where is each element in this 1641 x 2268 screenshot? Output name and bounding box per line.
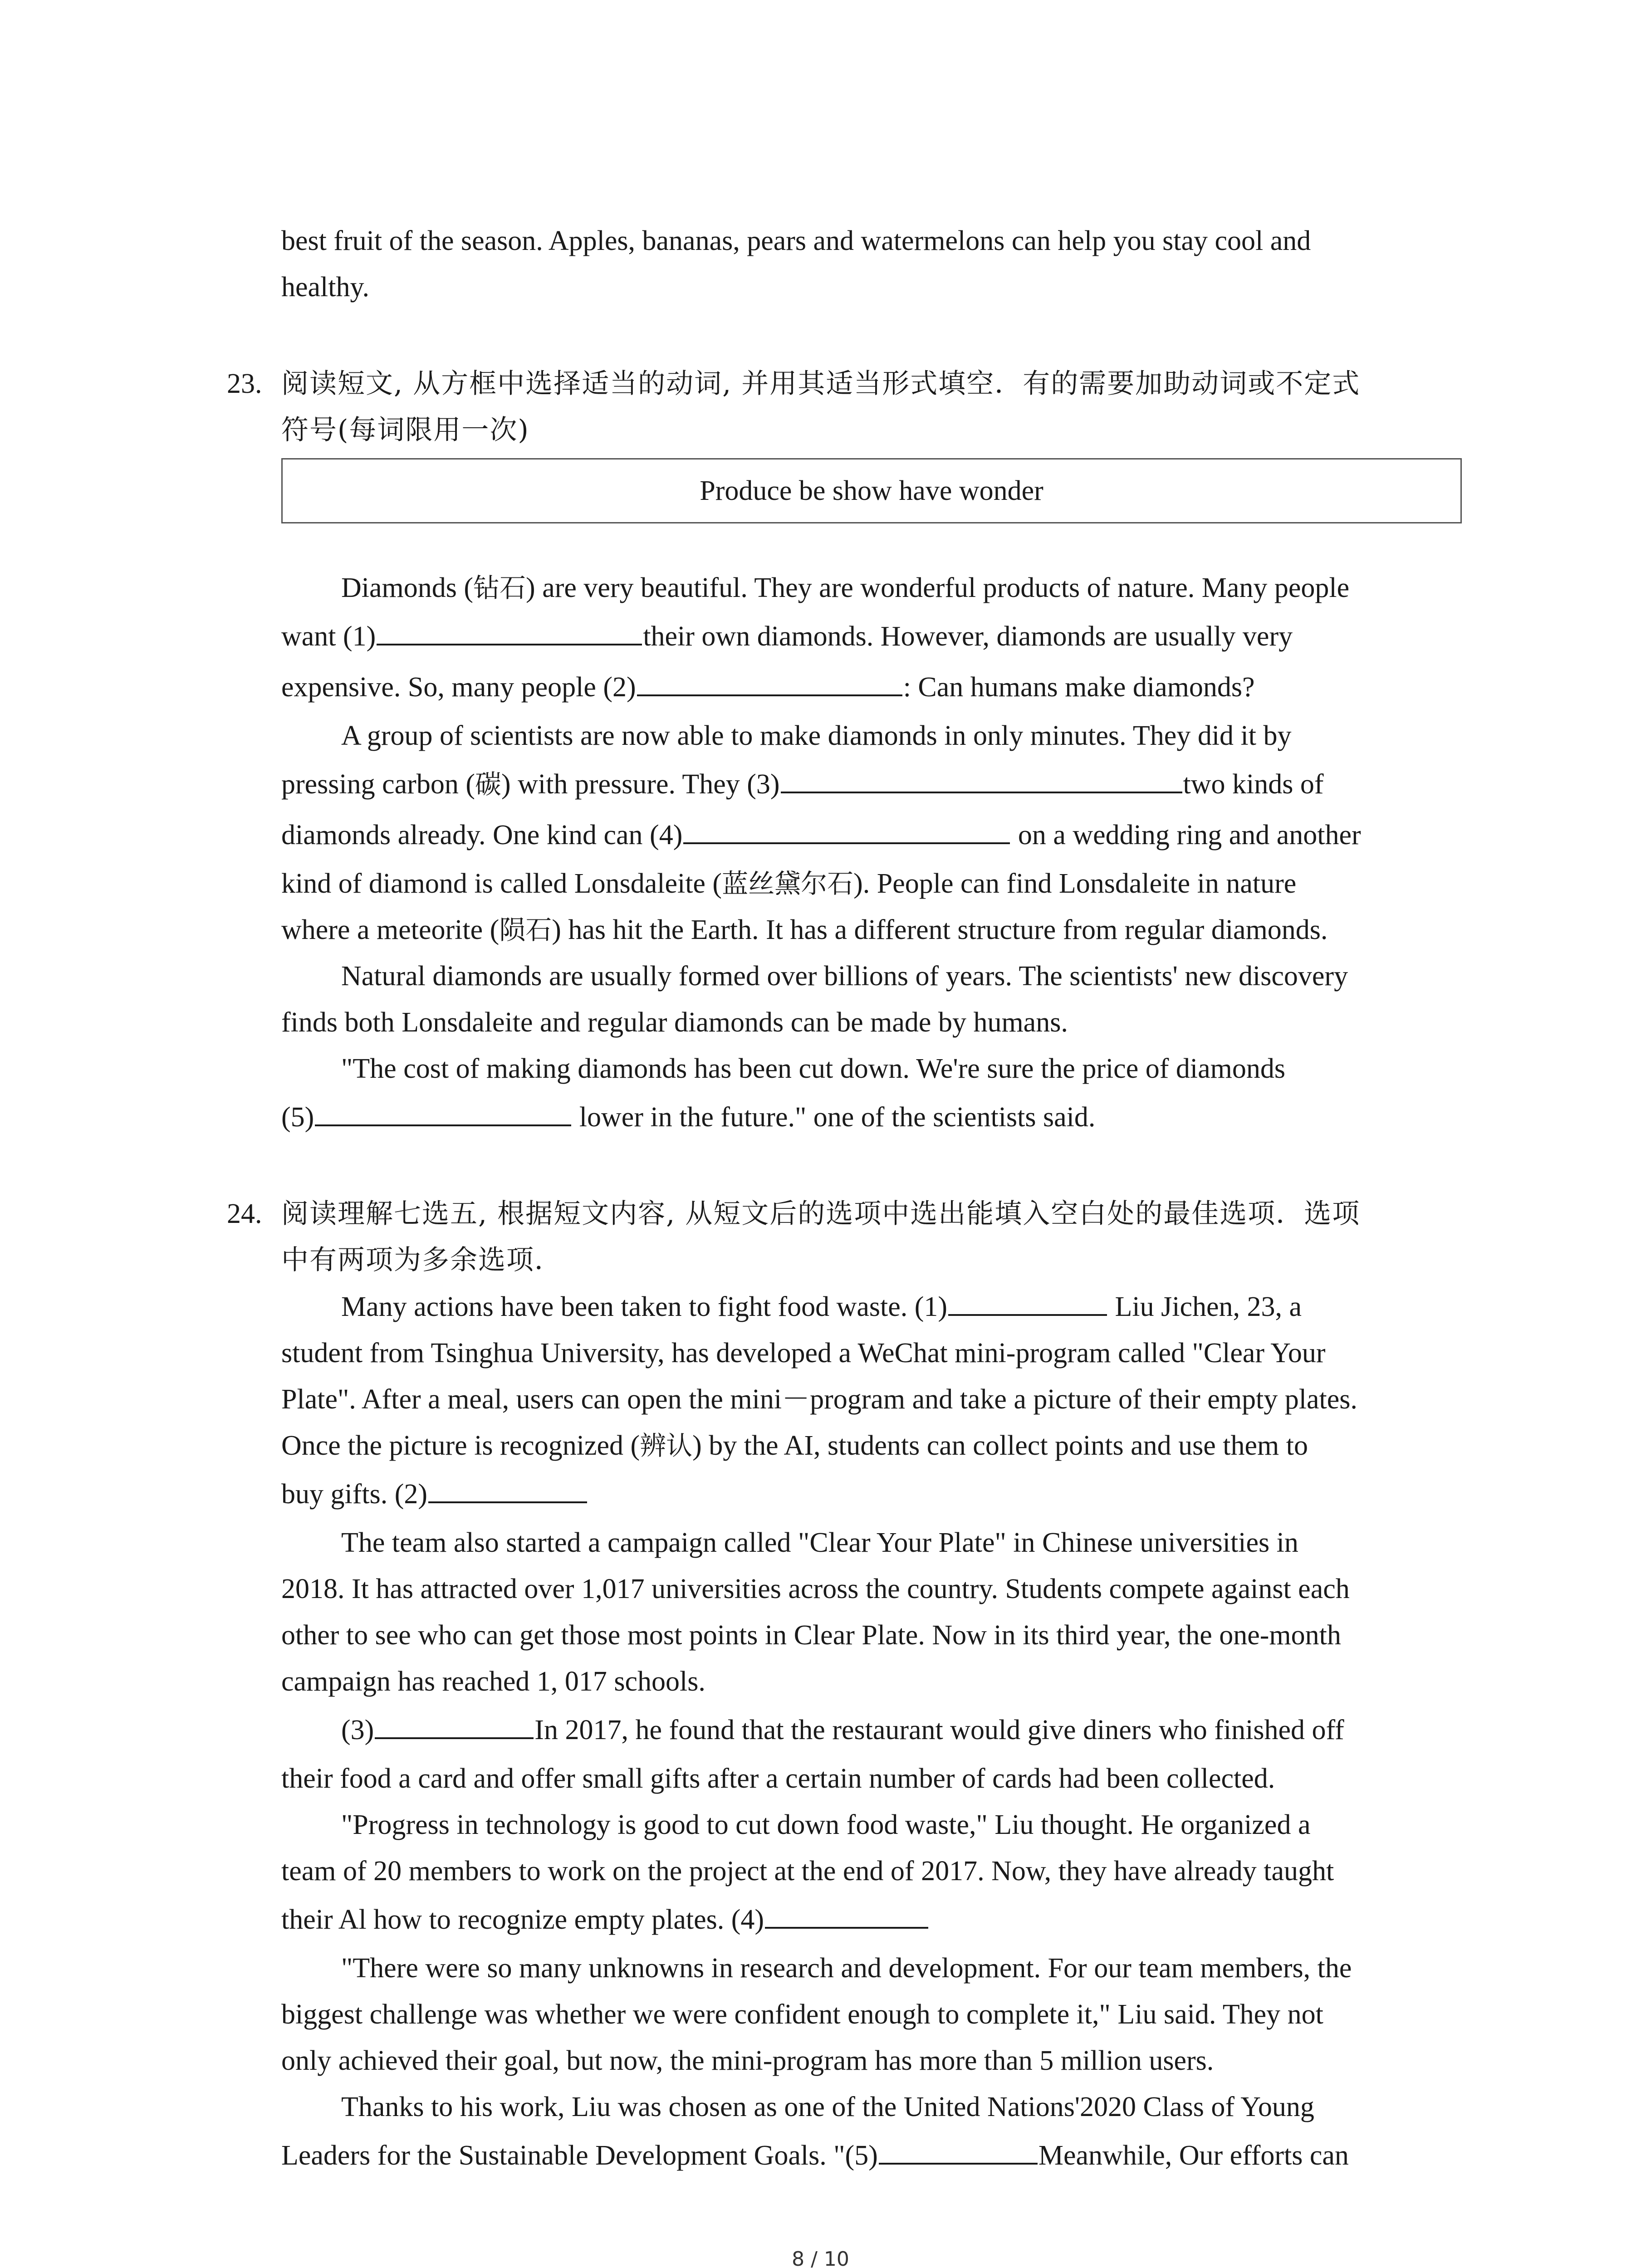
q24-para-6-line-1: Thanks to his work, Liu was chosen as one of the United Nations'2020 Class of Young: [341, 2092, 1314, 2122]
blank-4-input[interactable]: [683, 814, 1010, 844]
q24-para-4-line-3: their Al how to recognize empty plates. (4): [281, 1894, 1461, 1945]
q24-para-4-line-1: "Progress in technology is good to cut down food waste," Liu thought. He organized a: [341, 1809, 1311, 1840]
intro-text: [281, 218, 1461, 310]
q23-para-1-line-2: want (1) their own diamonds. However, diamonds are usually very: [281, 611, 1461, 662]
blank-2-input[interactable]: [637, 666, 902, 696]
q23-para-2-line-4: kind of diamond is called Lonsdaleite (蓝丝黛尔石). People can find Lonsdaleite in nature: [281, 868, 1297, 899]
intro-line-2: healthy.: [281, 272, 369, 303]
q23-para-4-line-2: (5) lower in the future." one of the scientists said.: [281, 1092, 1461, 1143]
q24-blank-3-input[interactable]: [375, 1709, 534, 1739]
q24-instruction-line-2: 中有两项为多余选项．: [281, 1244, 563, 1276]
q24-para-5-line-1: "There were so many unknowns in research and development. For our team members, the: [341, 1953, 1352, 1984]
q24-para-3-line-2: their food a card and offer small gifts after a certain number of cards had been collected.: [281, 1763, 1275, 1794]
q24-para-6-line-2: Leaders for the Sustainable Development Goals. "(5) Meanwhile, Our efforts can: [281, 2130, 1461, 2181]
q23-instruction-line-1: 阅读短文, 从方框中选择适当的动词, 并用其适当形式填空．有的需要加助动词或不定式: [281, 368, 1361, 400]
q24-instruction-line-1: 阅读理解七选五, 根据短文内容, 从短文后的选项中选出能填入空白处的最佳选项．选项: [281, 1198, 1361, 1230]
q24-para-1-line-3: Plate". After a meal, users can open the mini－program and take a picture of their empty plates.: [281, 1384, 1357, 1415]
q23-para-2-line-5: where a meteorite (陨石) has hit the Earth. It has a different structure from regular diamonds.: [281, 914, 1328, 945]
q24-blank-2-input[interactable]: [428, 1473, 587, 1503]
q23-para-2-line-1: A group of scientists are now able to make diamonds in only minutes. They did it by: [341, 720, 1292, 751]
question-number-24: 24.: [227, 1198, 262, 1229]
q24-passage: [281, 1284, 1461, 2181]
q24-para-2-line-2: 2018. It has attracted over 1,017 universities across the country. Students compete against each: [281, 1574, 1350, 1604]
q24-blank-1-input[interactable]: [948, 1286, 1107, 1316]
blank-5-input[interactable]: [315, 1096, 571, 1126]
q23-passage: [281, 565, 1461, 1143]
q24-para-5-line-3: only achieved their goal, but now, the mini-program has more than 5 million users.: [281, 2045, 1214, 2076]
q24-instruction: [281, 1191, 1461, 1283]
blank-1-input[interactable]: [377, 616, 642, 645]
q24-blank-5-input[interactable]: [879, 2135, 1038, 2165]
q24-para-1-line-4: Once the picture is recognized (辨认) by the AI, students can collect points and use them to: [281, 1430, 1308, 1461]
word-box-text: Produce be show have wonder: [700, 475, 1043, 506]
q24-blank-4-input[interactable]: [765, 1899, 928, 1929]
q23-instruction: [281, 361, 1461, 453]
word-box: [281, 458, 1462, 523]
q23-para-4-line-1: "The cost of making diamonds has been cut down. We're sure the price of diamonds: [341, 1053, 1285, 1084]
q23-para-1-line-1: Diamonds (钻石) are very beautiful. They are wonderful products of nature. Many people: [341, 572, 1350, 603]
q24-para-3-line-1: (3) In 2017, he found that the restaurant would give diners who finished off: [281, 1705, 1461, 1755]
q24-para-1-line-1: Many actions have been taken to fight food waste. (1) Liu Jichen, 23, a: [281, 1284, 1461, 1330]
q23-para-2-line-3: diamonds already. One kind can (4) on a wedding ring and another: [281, 810, 1461, 860]
q23-para-3-line-1: Natural diamonds are usually formed over billions of years. The scientists' new discovery: [341, 961, 1348, 992]
q24-para-1-line-2: student from Tsinghua University, has developed a WeChat mini-program called "Clear Your: [281, 1338, 1326, 1369]
q23-para-3-line-2: finds both Lonsdaleite and regular diamonds can be made by humans.: [281, 1007, 1068, 1038]
q24-para-1-line-5: buy gifts. (2): [281, 1469, 1461, 1520]
q23-para-1-line-3: expensive. So, many people (2) : Can humans make diamonds?: [281, 662, 1461, 713]
blank-3-input[interactable]: [781, 763, 1182, 793]
q23-para-2-line-2: pressing carbon (碳) with pressure. They (3) two kinds of: [281, 759, 1461, 810]
intro-line-1: best fruit of the season. Apples, bananas, pears and watermelons can help you stay cool and: [281, 225, 1311, 256]
q24-para-2-line-1: The team also started a campaign called "Clear Your Plate" in Chinese universities in: [341, 1527, 1298, 1558]
q23-instruction-line-2: 符号(每词限用一次): [281, 414, 529, 446]
question-number-23: 23.: [227, 368, 262, 399]
q24-para-4-line-2: team of 20 members to work on the project at the end of 2017. Now, they have already taught: [281, 1856, 1334, 1887]
page-indicator: 8 / 10: [792, 2248, 849, 2268]
q24-para-2-line-3: other to see who can get those most points in Clear Plate. Now in its third year, the one-month: [281, 1620, 1341, 1651]
q24-para-2-line-4: campaign has reached 1, 017 schools.: [281, 1666, 705, 1697]
q24-para-5-line-2: biggest challenge was whether we were confident enough to complete it," Liu said. They not: [281, 1999, 1323, 2030]
